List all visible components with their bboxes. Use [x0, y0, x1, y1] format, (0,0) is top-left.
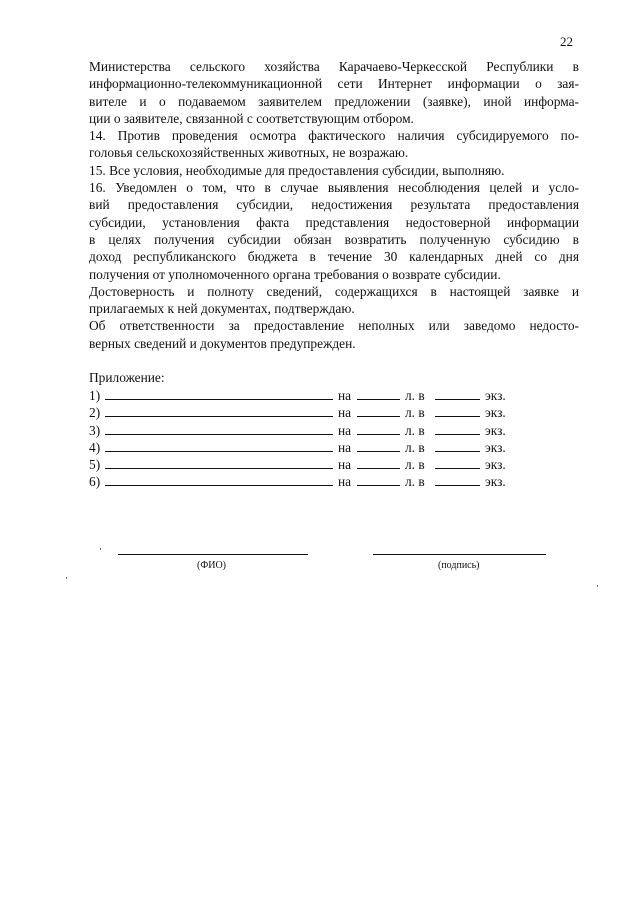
- na-label: на: [338, 422, 352, 438]
- appendix-item-number: 2): [89, 405, 101, 421]
- text-line: получения от уполномоченного органа требования о возврате субсидии.: [89, 266, 501, 282]
- appendix-title: Приложение:: [89, 370, 165, 385]
- text-line: субсидии, установления факта представления недостоверной информации: [89, 214, 579, 230]
- document-name-blank[interactable]: [105, 439, 333, 452]
- ekz-label: экз.: [485, 474, 506, 490]
- l-v-label: л. в: [405, 405, 425, 421]
- l-v-label: л. в: [405, 439, 425, 455]
- text-line: вий предоставления субсидии, недостижения результата предоставления: [89, 197, 579, 213]
- sheets-blank[interactable]: [357, 473, 400, 486]
- ekz-label: экз.: [485, 457, 506, 473]
- copies-blank[interactable]: [435, 404, 480, 417]
- document-name-blank[interactable]: [105, 387, 333, 400]
- ekz-label: экз.: [485, 405, 506, 421]
- text-line: в целях получения субсидии обязан возвратить полученную субсидию в: [89, 231, 579, 247]
- text-line: 14. Против проведения осмотра фактического наличия субсидируемого по-: [89, 128, 579, 144]
- scan-speck: [66, 577, 67, 579]
- body-text: [89, 58, 579, 352]
- sheets-blank[interactable]: [357, 404, 400, 417]
- na-label: на: [338, 405, 352, 421]
- text-line: верных сведений и документов предупрежден.: [89, 335, 356, 351]
- copies-blank[interactable]: [435, 422, 480, 435]
- na-label: на: [338, 457, 352, 473]
- l-v-label: л. в: [405, 474, 425, 490]
- text-line: ции о заявителе, связанной с соответствующим отбором.: [89, 110, 414, 126]
- sheets-blank[interactable]: [357, 456, 400, 469]
- text-line: Достоверность и полноту сведений, содержащихся в настоящей заявке и: [89, 283, 579, 299]
- document-name-blank[interactable]: [105, 404, 333, 417]
- document-name-blank[interactable]: [105, 473, 333, 486]
- text-line: прилагаемых к ней документах, подтверждаю.: [89, 301, 355, 317]
- ekz-label: экз.: [485, 388, 506, 403]
- scan-speck: [100, 548, 101, 550]
- l-v-label: л. в: [405, 422, 425, 438]
- signature-line[interactable]: [373, 554, 546, 555]
- na-label: на: [338, 474, 352, 490]
- scan-speck: [597, 585, 598, 587]
- na-label: на: [338, 439, 352, 455]
- copies-blank[interactable]: [435, 473, 480, 486]
- page-number: 22: [560, 34, 573, 49]
- text-line: доход республиканского бюджета в течение 30 календарных дней со дня: [89, 249, 579, 265]
- text-line: Министерства сельского хозяйства Карачаево-Черкесской Республики в: [89, 59, 579, 74]
- sheets-blank[interactable]: [357, 422, 400, 435]
- appendix-item-number: 1): [89, 388, 101, 403]
- appendix-item-number: 3): [89, 422, 101, 438]
- copies-blank[interactable]: [435, 387, 480, 400]
- fio-line[interactable]: [118, 554, 308, 555]
- l-v-label: л. в: [405, 457, 425, 473]
- document-name-blank[interactable]: [105, 456, 333, 469]
- text-line: вителе и о подаваемом заявителем предложении (заявке), иной информа-: [89, 93, 579, 109]
- text-line: информационно-телекоммуникационной сети Интернет информации о зая-: [89, 76, 579, 92]
- na-label: на: [338, 388, 352, 403]
- appendix-item-number: 4): [89, 439, 101, 455]
- appendix-item-number: 6): [89, 474, 101, 490]
- fio-caption: (ФИО): [197, 560, 227, 571]
- sheets-blank[interactable]: [357, 387, 400, 400]
- ekz-label: экз.: [485, 422, 506, 438]
- text-line: 16. Уведомлен о том, что в случае выявления несоблюдения целей и усло-: [89, 180, 579, 196]
- copies-blank[interactable]: [435, 456, 480, 469]
- signature-caption: (подпись): [438, 560, 480, 571]
- copies-blank[interactable]: [435, 439, 480, 452]
- l-v-label: л. в: [405, 388, 425, 403]
- text-line: головья сельскохозяйственных животных, не возражаю.: [89, 145, 409, 161]
- ekz-label: экз.: [485, 439, 506, 455]
- text-line: 15. Все условия, необходимые для предоставления субсидии, выполняю.: [89, 162, 505, 178]
- appendix-item-number: 5): [89, 457, 101, 473]
- sheets-blank[interactable]: [357, 439, 400, 452]
- document-name-blank[interactable]: [105, 422, 333, 435]
- text-line: Об ответственности за предоставление неполных или заведомо недосто-: [89, 318, 579, 334]
